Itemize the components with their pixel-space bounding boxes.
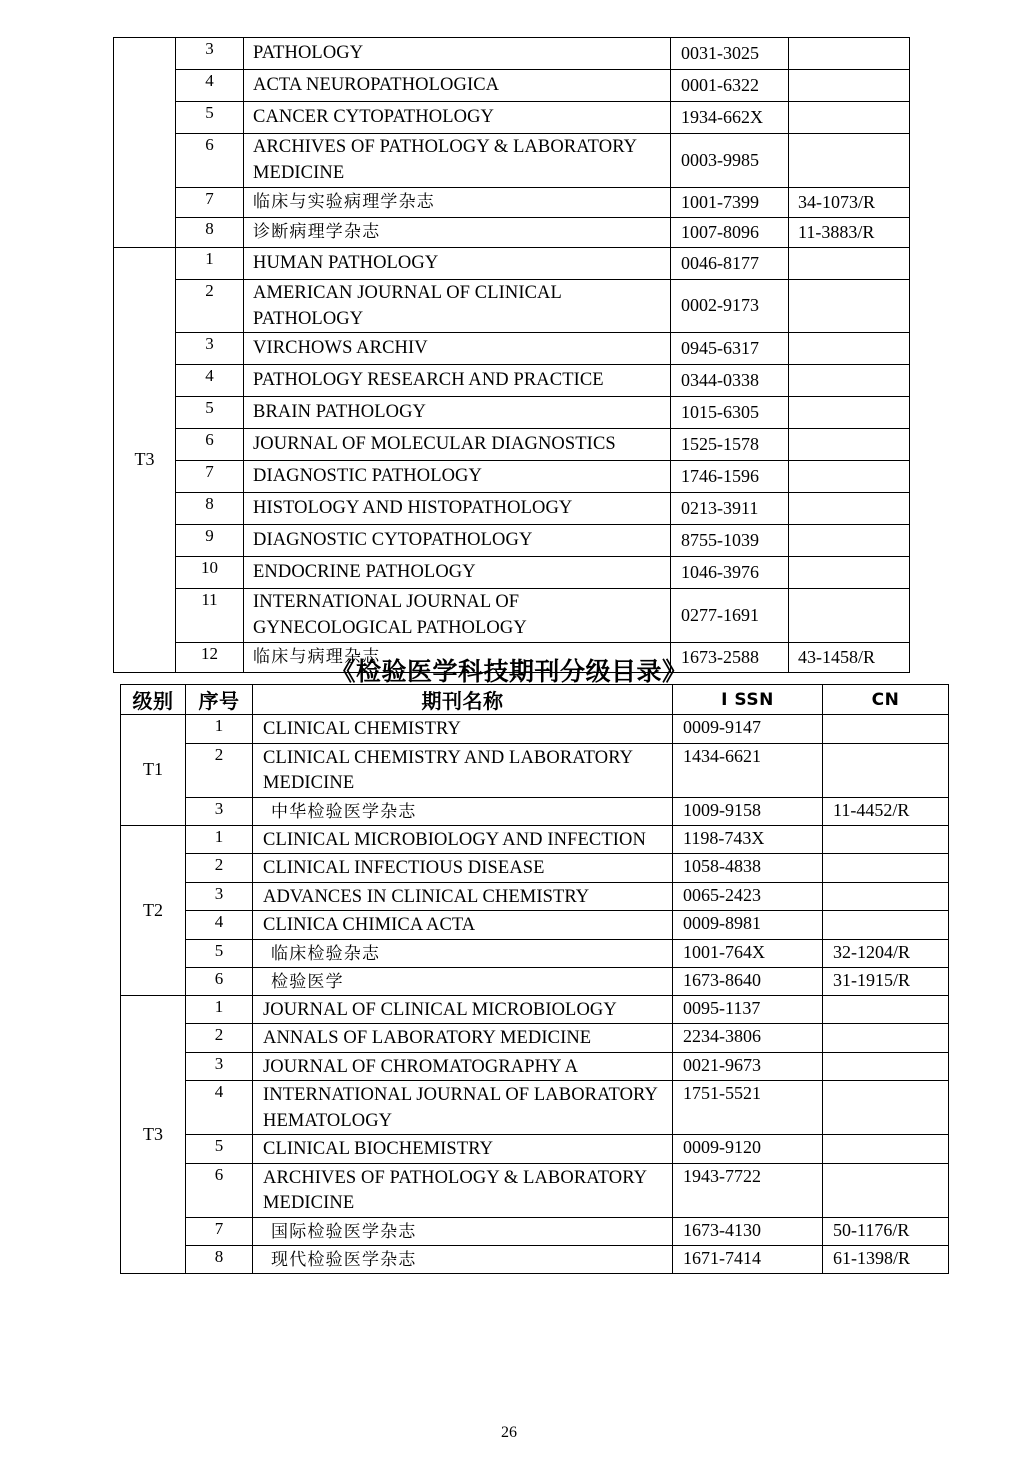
cn-cell <box>823 743 949 797</box>
issn-cell: 0002-9173 <box>671 279 789 333</box>
table-row <box>121 743 949 797</box>
journal-name-cell: DIAGNOSTIC CYTOPATHOLOGY <box>244 525 671 557</box>
cn-cell <box>823 995 949 1024</box>
sequence-cell: 11 <box>176 589 244 643</box>
cn-cell: 11-3883/R <box>789 217 910 247</box>
journal-name-cell: INTERNATIONAL JOURNAL OF LABORATORY HEMATOLOGY <box>253 1081 673 1135</box>
sequence-cell: 3 <box>186 1052 253 1081</box>
sequence-cell: 4 <box>186 1081 253 1135</box>
cn-cell <box>823 1163 949 1217</box>
level-cell-T3: T3 <box>114 247 176 672</box>
cn-cell <box>789 134 910 188</box>
issn-cell: 0031-3025 <box>671 38 789 70</box>
lab-catalog-title: 《检验医学科技期刊分级目录》 <box>330 657 688 686</box>
issn-cell: 0344-0338 <box>671 365 789 397</box>
journal-name-cell: 国际检验医学杂志 <box>253 1217 673 1245</box>
sequence-cell: 1 <box>186 995 253 1024</box>
table-row <box>121 882 949 911</box>
table-row <box>114 365 910 397</box>
table-row <box>121 1217 949 1245</box>
cn-cell <box>823 1052 949 1081</box>
journal-name-cell: 检验医学 <box>253 967 673 995</box>
column-header-seq: 序号 <box>186 685 253 715</box>
journal-name-cell: PATHOLOGY <box>244 38 671 70</box>
table-row <box>114 102 910 134</box>
cn-cell <box>789 102 910 134</box>
cn-cell: 34-1073/R <box>789 187 910 217</box>
sequence-cell: 1 <box>186 715 253 744</box>
journal-name-cell: JOURNAL OF MOLECULAR DIAGNOSTICS <box>244 429 671 461</box>
table-header-row <box>121 685 949 715</box>
issn-cell: 1015-6305 <box>671 397 789 429</box>
level-cell-T3: T3 <box>121 995 186 1273</box>
cn-cell <box>789 557 910 589</box>
journal-name-cell: 临床检验杂志 <box>253 939 673 967</box>
lab-medicine-journal-table <box>120 684 949 1274</box>
journal-name-cell: ANNALS OF LABORATORY MEDICINE <box>253 1024 673 1053</box>
table-row <box>121 1024 949 1053</box>
sequence-cell: 5 <box>176 397 244 429</box>
level-cell-continued <box>114 38 176 248</box>
issn-cell: 0065-2423 <box>673 882 823 911</box>
issn-cell: 0945-6317 <box>671 333 789 365</box>
journal-name-cell: ARCHIVES OF PATHOLOGY & LABORATORY MEDICINE <box>244 134 671 188</box>
cn-cell: 43-1458/R <box>789 642 910 672</box>
pathology-journal-table <box>113 37 910 673</box>
cn-cell: 31-1915/R <box>823 967 949 995</box>
sequence-cell: 7 <box>186 1217 253 1245</box>
lab-table-body <box>121 715 949 1274</box>
issn-cell: 1671-7414 <box>673 1245 823 1273</box>
journal-name-cell: DIAGNOSTIC PATHOLOGY <box>244 461 671 493</box>
level-cell-T2: T2 <box>121 825 186 995</box>
cn-cell: 11-4452/R <box>823 797 949 825</box>
issn-cell: 0009-9120 <box>673 1135 823 1164</box>
journal-name-cell: BRAIN PATHOLOGY <box>244 397 671 429</box>
sequence-cell: 3 <box>176 38 244 70</box>
journal-name-cell: ACTA NEUROPATHOLOGICA <box>244 70 671 102</box>
journal-name-cell: 现代检验医学杂志 <box>253 1245 673 1273</box>
table-row <box>121 911 949 940</box>
journal-name-cell: CANCER CYTOPATHOLOGY <box>244 102 671 134</box>
issn-cell: 1007-8096 <box>671 217 789 247</box>
issn-cell: 1046-3976 <box>671 557 789 589</box>
sequence-cell: 4 <box>176 70 244 102</box>
issn-cell: 8755-1039 <box>671 525 789 557</box>
cn-cell <box>823 1081 949 1135</box>
cn-cell <box>789 247 910 279</box>
journal-name-cell: AMERICAN JOURNAL OF CLINICAL PATHOLOGY <box>244 279 671 333</box>
sequence-cell: 10 <box>176 557 244 589</box>
column-header-cn: CN <box>823 685 949 715</box>
table-row <box>114 333 910 365</box>
issn-cell: 1001-764X <box>673 939 823 967</box>
table-row <box>114 461 910 493</box>
table-row <box>114 217 910 247</box>
sequence-cell: 2 <box>186 854 253 883</box>
sequence-cell: 5 <box>186 939 253 967</box>
table-row <box>121 1052 949 1081</box>
cn-cell <box>823 882 949 911</box>
cn-cell <box>789 525 910 557</box>
cn-cell: 61-1398/R <box>823 1245 949 1273</box>
issn-cell: 1673-4130 <box>673 1217 823 1245</box>
table-row <box>121 995 949 1024</box>
journal-name-cell: JOURNAL OF CLINICAL MICROBIOLOGY <box>253 995 673 1024</box>
table-row <box>114 493 910 525</box>
level-cell-T1: T1 <box>121 715 186 826</box>
lab-table-head <box>121 685 949 715</box>
issn-cell: 1673-2588 <box>671 642 789 672</box>
issn-cell: 1934-662X <box>671 102 789 134</box>
issn-cell: 1434-6621 <box>673 743 823 797</box>
sequence-cell: 6 <box>186 1163 253 1217</box>
table-row <box>121 1245 949 1273</box>
cn-cell: 32-1204/R <box>823 939 949 967</box>
issn-cell: 1943-7722 <box>673 1163 823 1217</box>
sequence-cell: 3 <box>186 797 253 825</box>
issn-cell: 0009-9147 <box>673 715 823 744</box>
table-row <box>121 825 949 854</box>
issn-cell: 1001-7399 <box>671 187 789 217</box>
column-header-name: 期刊名称 <box>253 685 673 715</box>
cn-cell <box>789 365 910 397</box>
journal-name-cell: ENDOCRINE PATHOLOGY <box>244 557 671 589</box>
journal-name-cell: CLINICAL BIOCHEMISTRY <box>253 1135 673 1164</box>
table-row <box>114 134 910 188</box>
issn-cell: 0046-8177 <box>671 247 789 279</box>
cn-cell: 50-1176/R <box>823 1217 949 1245</box>
issn-cell: 1673-8640 <box>673 967 823 995</box>
sequence-cell: 12 <box>176 642 244 672</box>
issn-cell: 0003-9985 <box>671 134 789 188</box>
issn-cell: 1525-1578 <box>671 429 789 461</box>
sequence-cell: 6 <box>186 967 253 995</box>
table-row <box>114 429 910 461</box>
sequence-cell: 2 <box>176 279 244 333</box>
issn-cell: 1058-4838 <box>673 854 823 883</box>
issn-cell: 0095-1137 <box>673 995 823 1024</box>
page-number: 26 <box>501 1424 517 1441</box>
table-row <box>121 797 949 825</box>
cn-cell <box>789 70 910 102</box>
column-header-issn: I SSN <box>673 685 823 715</box>
table-row <box>121 1163 949 1217</box>
sequence-cell: 7 <box>176 461 244 493</box>
sequence-cell: 2 <box>186 1024 253 1053</box>
journal-name-cell: CLINICAL MICROBIOLOGY AND INFECTION <box>253 825 673 854</box>
table-row <box>114 557 910 589</box>
table-row <box>121 715 949 744</box>
cn-cell <box>823 854 949 883</box>
table-row <box>114 525 910 557</box>
journal-name-cell: ADVANCES IN CLINICAL CHEMISTRY <box>253 882 673 911</box>
journal-name-cell: ARCHIVES OF PATHOLOGY & LABORATORY MEDICINE <box>253 1163 673 1217</box>
table-row <box>121 939 949 967</box>
table-row <box>121 1135 949 1164</box>
sequence-cell: 6 <box>176 429 244 461</box>
issn-cell: 1746-1596 <box>671 461 789 493</box>
table-row <box>114 589 910 643</box>
journal-name-cell: 中华检验医学杂志 <box>253 797 673 825</box>
cn-cell <box>789 493 910 525</box>
journal-name-cell: CLINICAL CHEMISTRY <box>253 715 673 744</box>
issn-cell: 0009-8981 <box>673 911 823 940</box>
cn-cell <box>789 333 910 365</box>
journal-name-cell: CLINICAL CHEMISTRY AND LABORATORY MEDICINE <box>253 743 673 797</box>
cn-cell <box>789 429 910 461</box>
issn-cell: 1198-743X <box>673 825 823 854</box>
issn-cell: 0277-1691 <box>671 589 789 643</box>
table-row <box>114 38 910 70</box>
journal-name-cell: JOURNAL OF CHROMATOGRAPHY A <box>253 1052 673 1081</box>
issn-cell: 0001-6322 <box>671 70 789 102</box>
column-header-level: 级别 <box>121 685 186 715</box>
journal-name-cell: CLINICAL INFECTIOUS DISEASE <box>253 854 673 883</box>
cn-cell <box>823 1135 949 1164</box>
sequence-cell: 9 <box>176 525 244 557</box>
table-row <box>114 187 910 217</box>
journal-name-cell: PATHOLOGY RESEARCH AND PRACTICE <box>244 365 671 397</box>
sequence-cell: 4 <box>186 911 253 940</box>
sequence-cell: 7 <box>176 187 244 217</box>
journal-name-cell: 临床与病理杂志 <box>244 642 671 672</box>
journal-name-cell: VIRCHOWS ARCHIV <box>244 333 671 365</box>
sequence-cell: 5 <box>186 1135 253 1164</box>
sequence-cell: 3 <box>176 333 244 365</box>
table-row <box>114 70 910 102</box>
sequence-cell: 1 <box>186 825 253 854</box>
issn-cell: 2234-3806 <box>673 1024 823 1053</box>
journal-name-cell: INTERNATIONAL JOURNAL OF GYNECOLOGICAL PATHOLOGY <box>244 589 671 643</box>
cn-cell <box>823 715 949 744</box>
cn-cell <box>823 911 949 940</box>
pathology-table-body <box>114 38 910 673</box>
cn-cell <box>789 589 910 643</box>
table-row <box>114 279 910 333</box>
issn-cell: 1009-9158 <box>673 797 823 825</box>
sequence-cell: 3 <box>186 882 253 911</box>
cn-cell <box>789 461 910 493</box>
journal-name-cell: 临床与实验病理学杂志 <box>244 187 671 217</box>
table-row <box>121 967 949 995</box>
sequence-cell: 4 <box>176 365 244 397</box>
table-row <box>114 397 910 429</box>
issn-cell: 0021-9673 <box>673 1052 823 1081</box>
sequence-cell: 8 <box>176 217 244 247</box>
sequence-cell: 1 <box>176 247 244 279</box>
cn-cell <box>789 279 910 333</box>
journal-name-cell: 诊断病理学杂志 <box>244 217 671 247</box>
cn-cell <box>823 825 949 854</box>
journal-name-cell: HUMAN PATHOLOGY <box>244 247 671 279</box>
sequence-cell: 8 <box>186 1245 253 1273</box>
sequence-cell: 5 <box>176 102 244 134</box>
table-row <box>121 1081 949 1135</box>
sequence-cell: 6 <box>176 134 244 188</box>
journal-name-cell: CLINICA CHIMICA ACTA <box>253 911 673 940</box>
journal-name-cell: HISTOLOGY AND HISTOPATHOLOGY <box>244 493 671 525</box>
cn-cell <box>823 1024 949 1053</box>
table-row <box>114 247 910 279</box>
issn-cell: 1751-5521 <box>673 1081 823 1135</box>
sequence-cell: 2 <box>186 743 253 797</box>
table-row <box>121 854 949 883</box>
issn-cell: 0213-3911 <box>671 493 789 525</box>
sequence-cell: 8 <box>176 493 244 525</box>
cn-cell <box>789 38 910 70</box>
cn-cell <box>789 397 910 429</box>
